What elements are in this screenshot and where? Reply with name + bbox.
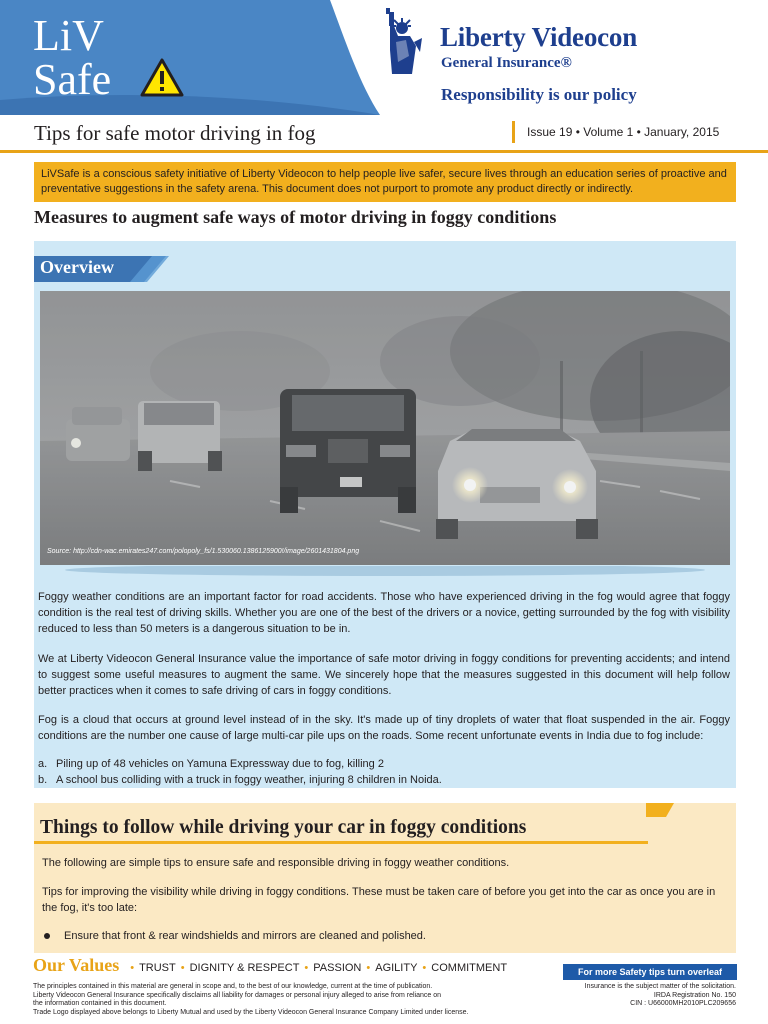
overview-paragraph-2: We at Liberty Videocon General Insurance value the importance of safe motor driving in foggy conditions for preventing accidents; and intend to suggest some useful measures to augment the same. We sincerely hope that the measures suggested in this document will help follow better practices when it comes to safe driving of cars in foggy conditions. bbox=[38, 653, 730, 697]
list-item bbox=[38, 772, 442, 788]
things-heading: Things to follow while driving your car in foggy conditions bbox=[40, 817, 527, 838]
list-item-text: Piling up of 48 vehicles on Yamuna Expressway due to fog, killing 2 bbox=[56, 758, 384, 770]
main-heading: Measures to augment safe ways of motor driving in foggy conditions bbox=[34, 207, 557, 227]
our-values-row bbox=[33, 955, 507, 979]
list-marker: a. bbox=[38, 758, 48, 770]
registration-info bbox=[520, 983, 736, 1009]
statue-of-liberty-logo bbox=[376, 6, 432, 78]
issue-separator bbox=[512, 121, 515, 143]
registration-line: IRDA Registration No. 150 bbox=[653, 991, 736, 999]
list-item-text: A school bus colliding with a truck in foggy weather, injuring 8 children in Noida. bbox=[56, 774, 442, 786]
bullet-dot-icon bbox=[44, 933, 50, 939]
intro-box: LiVSafe is a conscious safety initiative of Liberty Videocon to help people live safer, secure lives through an education series of proactive and preventative suggestions in the safety arena. This document does not purport to promote any product directly or indirectly. bbox=[34, 162, 736, 202]
value-separator: • bbox=[304, 962, 309, 974]
title-bar bbox=[0, 115, 768, 153]
overview-label: Overview bbox=[40, 257, 114, 277]
value-dignity: DIGNITY & RESPECT bbox=[189, 962, 300, 974]
list-marker: b. bbox=[38, 774, 48, 786]
page-header bbox=[0, 0, 768, 115]
photo-source: Source: http://cdn-wac.emirates247.com/polopoly_fs/1.530060.1386125900!/image/2601431804.png bbox=[47, 548, 360, 555]
photo-shadow bbox=[60, 566, 710, 580]
brand-liv: LiV bbox=[33, 11, 104, 60]
fog-events-list bbox=[38, 756, 442, 788]
value-separator: • bbox=[180, 962, 185, 974]
values-title: Our Values bbox=[33, 955, 120, 975]
registration-line: CIN : U66000MH2010PLC209656 bbox=[630, 1000, 736, 1007]
things-paragraph-1: The following are simple tips to ensure safe and responsible driving in foggy weather conditions. bbox=[42, 857, 510, 869]
company-name: Liberty Videocon bbox=[440, 22, 638, 52]
things-bullet-item bbox=[42, 930, 426, 942]
things-paragraph-2: Tips for improving the visibility while driving in foggy conditions. These must be taken care of before you get into the car as once you are in the fog, it's too late: bbox=[42, 886, 716, 914]
disclaimer bbox=[33, 983, 533, 1017]
list-item bbox=[38, 756, 442, 772]
disclaimer-line: the information contained in this document. bbox=[33, 1000, 167, 1007]
page-title: Tips for safe motor driving in fog bbox=[34, 121, 316, 145]
value-agility: AGILITY bbox=[375, 962, 418, 974]
bullet-text: Ensure that front & rear windshields and mirrors are cleaned and polished. bbox=[64, 930, 426, 942]
company-subtitle: General Insurance® bbox=[441, 55, 572, 71]
disclaimer-line: Liberty Videocon General Insurance specifically disclaims all liability for damages or personal injury alleged to arise from reliance on bbox=[33, 991, 442, 999]
brand-safe: Safe bbox=[33, 55, 112, 104]
company-tagline: Responsibility is our policy bbox=[441, 85, 637, 104]
disclaimer-line: Trade Logo displayed above belongs to Liberty Mutual and used by the Liberty Videocon General Insurance Company Limited under license. bbox=[33, 1008, 469, 1016]
registration-line: Insurance is the subject matter of the solicitation. bbox=[584, 983, 736, 990]
value-commitment: COMMITMENT bbox=[431, 962, 508, 974]
foggy-road-photo bbox=[40, 291, 730, 565]
overview-paragraph-1: Foggy weather conditions are an important factor for road accidents. Those who have experienced driving in the fog would agree that foggy condition is the real test of driving skills. Whether you are one of the best of the drivers or a novice, getting surrounded by the fog with visibility reduced to less than 50 meters is a dangerous situation to be in. bbox=[38, 591, 730, 635]
value-separator: • bbox=[422, 962, 427, 974]
value-passion: PASSION bbox=[313, 962, 362, 974]
disclaimer-line: The principles contained in this material are general in scope and, to the best of our knowledge, current at the time of publication. bbox=[33, 983, 433, 990]
things-corner-ribbon bbox=[646, 803, 674, 817]
value-separator: • bbox=[366, 962, 371, 974]
turn-overleaf-banner: For more Safety tips turn overleaf bbox=[563, 964, 737, 980]
things-underline bbox=[34, 841, 648, 844]
value-separator: • bbox=[130, 962, 135, 974]
value-trust: TRUST bbox=[139, 962, 176, 974]
issue-info: Issue 19 • Volume 1 • January, 2015 bbox=[527, 125, 720, 139]
overview-paragraph-3: Fog is a cloud that occurs at ground level instead of in the sky. It's made up of tiny droplets of water that float suspended in the air. Foggy conditions are the number one cause of large multi-car pile ups on the roads. Some recent unfortunate events in India due to fog include: bbox=[38, 714, 730, 742]
warning-icon bbox=[140, 58, 184, 98]
